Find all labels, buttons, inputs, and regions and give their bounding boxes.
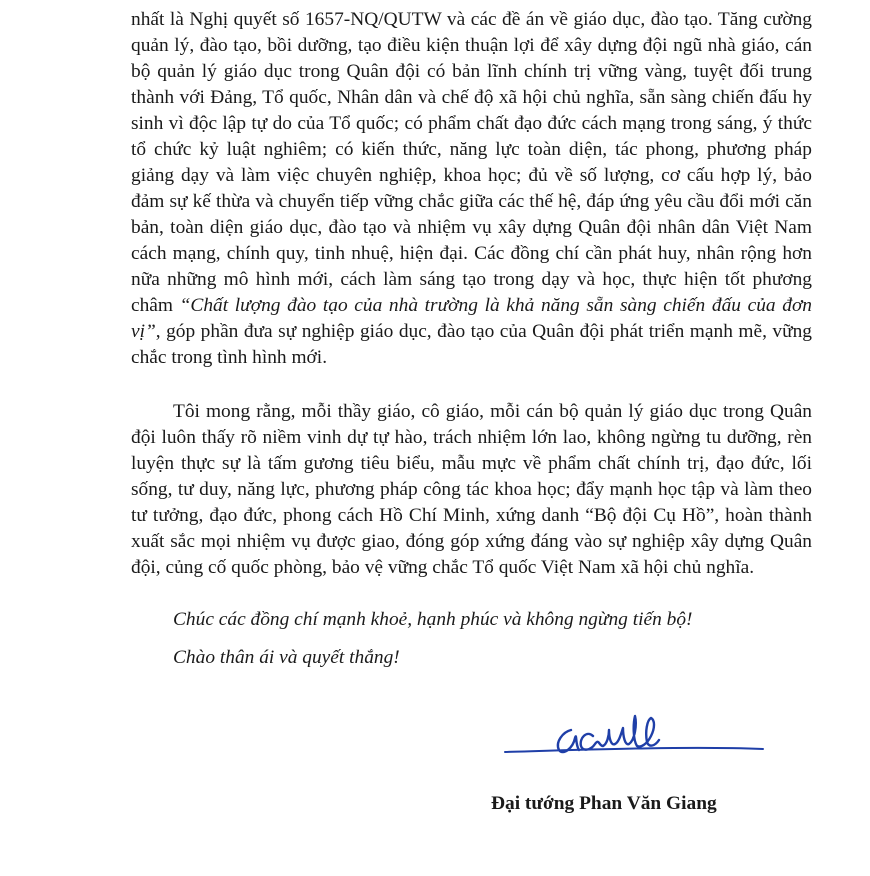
body-paragraph-2: Tôi mong rằng, mỗi thầy giáo, cô giáo, mỗi cán bộ quản lý giáo dục trong Quân đội luôn thấy rõ niềm vinh dự tự hào, trách nhiệm lớn lao, không ngừng tu dưỡng, rèn luyện thực sự là tấm gương tiêu biểu, mẫu mực về phẩm chất chính trị, đạo đức, lối sống, tư duy, năng lực, phương pháp công tác khoa học; đẩy mạnh học tập và làm theo tư tưởng, đạo đức, phong cách Hồ Chí Minh, xứng danh “Bộ đội Cụ Hồ”, hoàn thành xuất sắc mọi nhiệm vụ được giao, đóng góp xứng đáng vào sự nghiệp xây dựng Quân đội, củng cố quốc phòng, bảo vệ vững chắc Tổ quốc Việt Nam xã hội chủ nghĩa. <box>131 401 812 578</box>
closing-wish: Chúc các đồng chí mạnh khoẻ, hạnh phúc và không ngừng tiến bộ! <box>173 609 693 630</box>
body-paragraph-1-text-b: , góp phần đưa sự nghiệp giáo dục, đào tạo của Quân đội phát triển mạnh mẽ, vững chắc trong tình hình mới. <box>131 321 812 368</box>
body-paragraph-1-text-a: nhất là Nghị quyết số 1657-NQ/QUTW và các đề án về giáo dục, đào tạo. Tăng cường quản lý, đào tạo, bồi dưỡng, tạo điều kiện thuận lợi để xây dựng đội ngũ nhà giáo, cán bộ quản lý giáo dục trong Quân đội có bản lĩnh chính trị vững vàng, tuyệt đối trung thành với Đảng, Tổ quốc, Nhân dân và chế độ xã hội chủ nghĩa, sẵn sàng chiến đấu hy sinh vì độc lập tự do của Tổ quốc; có phẩm chất đạo đức cách mạng trong sáng, ý thức tổ chức kỷ luật nghiêm; có kiến thức, năng lực toàn diện, tác phong, phương pháp giảng dạy và làm việc chuyên nghiệp, khoa học; đủ về số lượng, cơ cấu hợp lý, bảo đảm sự kế thừa và chuyển tiếp vững chắc giữa các thế hệ, đáp ứng yêu cầu đổi mới căn bản, toàn diện giáo dục, đào tạo và nhiệm vụ xây dựng Quân đội nhân dân Việt Nam cách mạng, chính quy, tinh nhuệ, hiện đại. Các đồng chí cần phát huy, nhân rộng hơn nữa những mô hình mới, cách làm sáng tạo trong dạy và học, thực hiện tốt phương châm <box>131 9 812 316</box>
body-paragraph-1 <box>131 7 812 371</box>
signer-name: Đại tướng Phan Văn Giang <box>491 793 717 814</box>
closing-greeting: Chào thân ái và quyết thắng! <box>173 647 400 668</box>
handwritten-signature <box>495 700 775 770</box>
motto-quote: “Chất lượng đào tạo của nhà trường là khả năng sẵn sàng chiến đấu của đơn vị” <box>131 295 812 342</box>
